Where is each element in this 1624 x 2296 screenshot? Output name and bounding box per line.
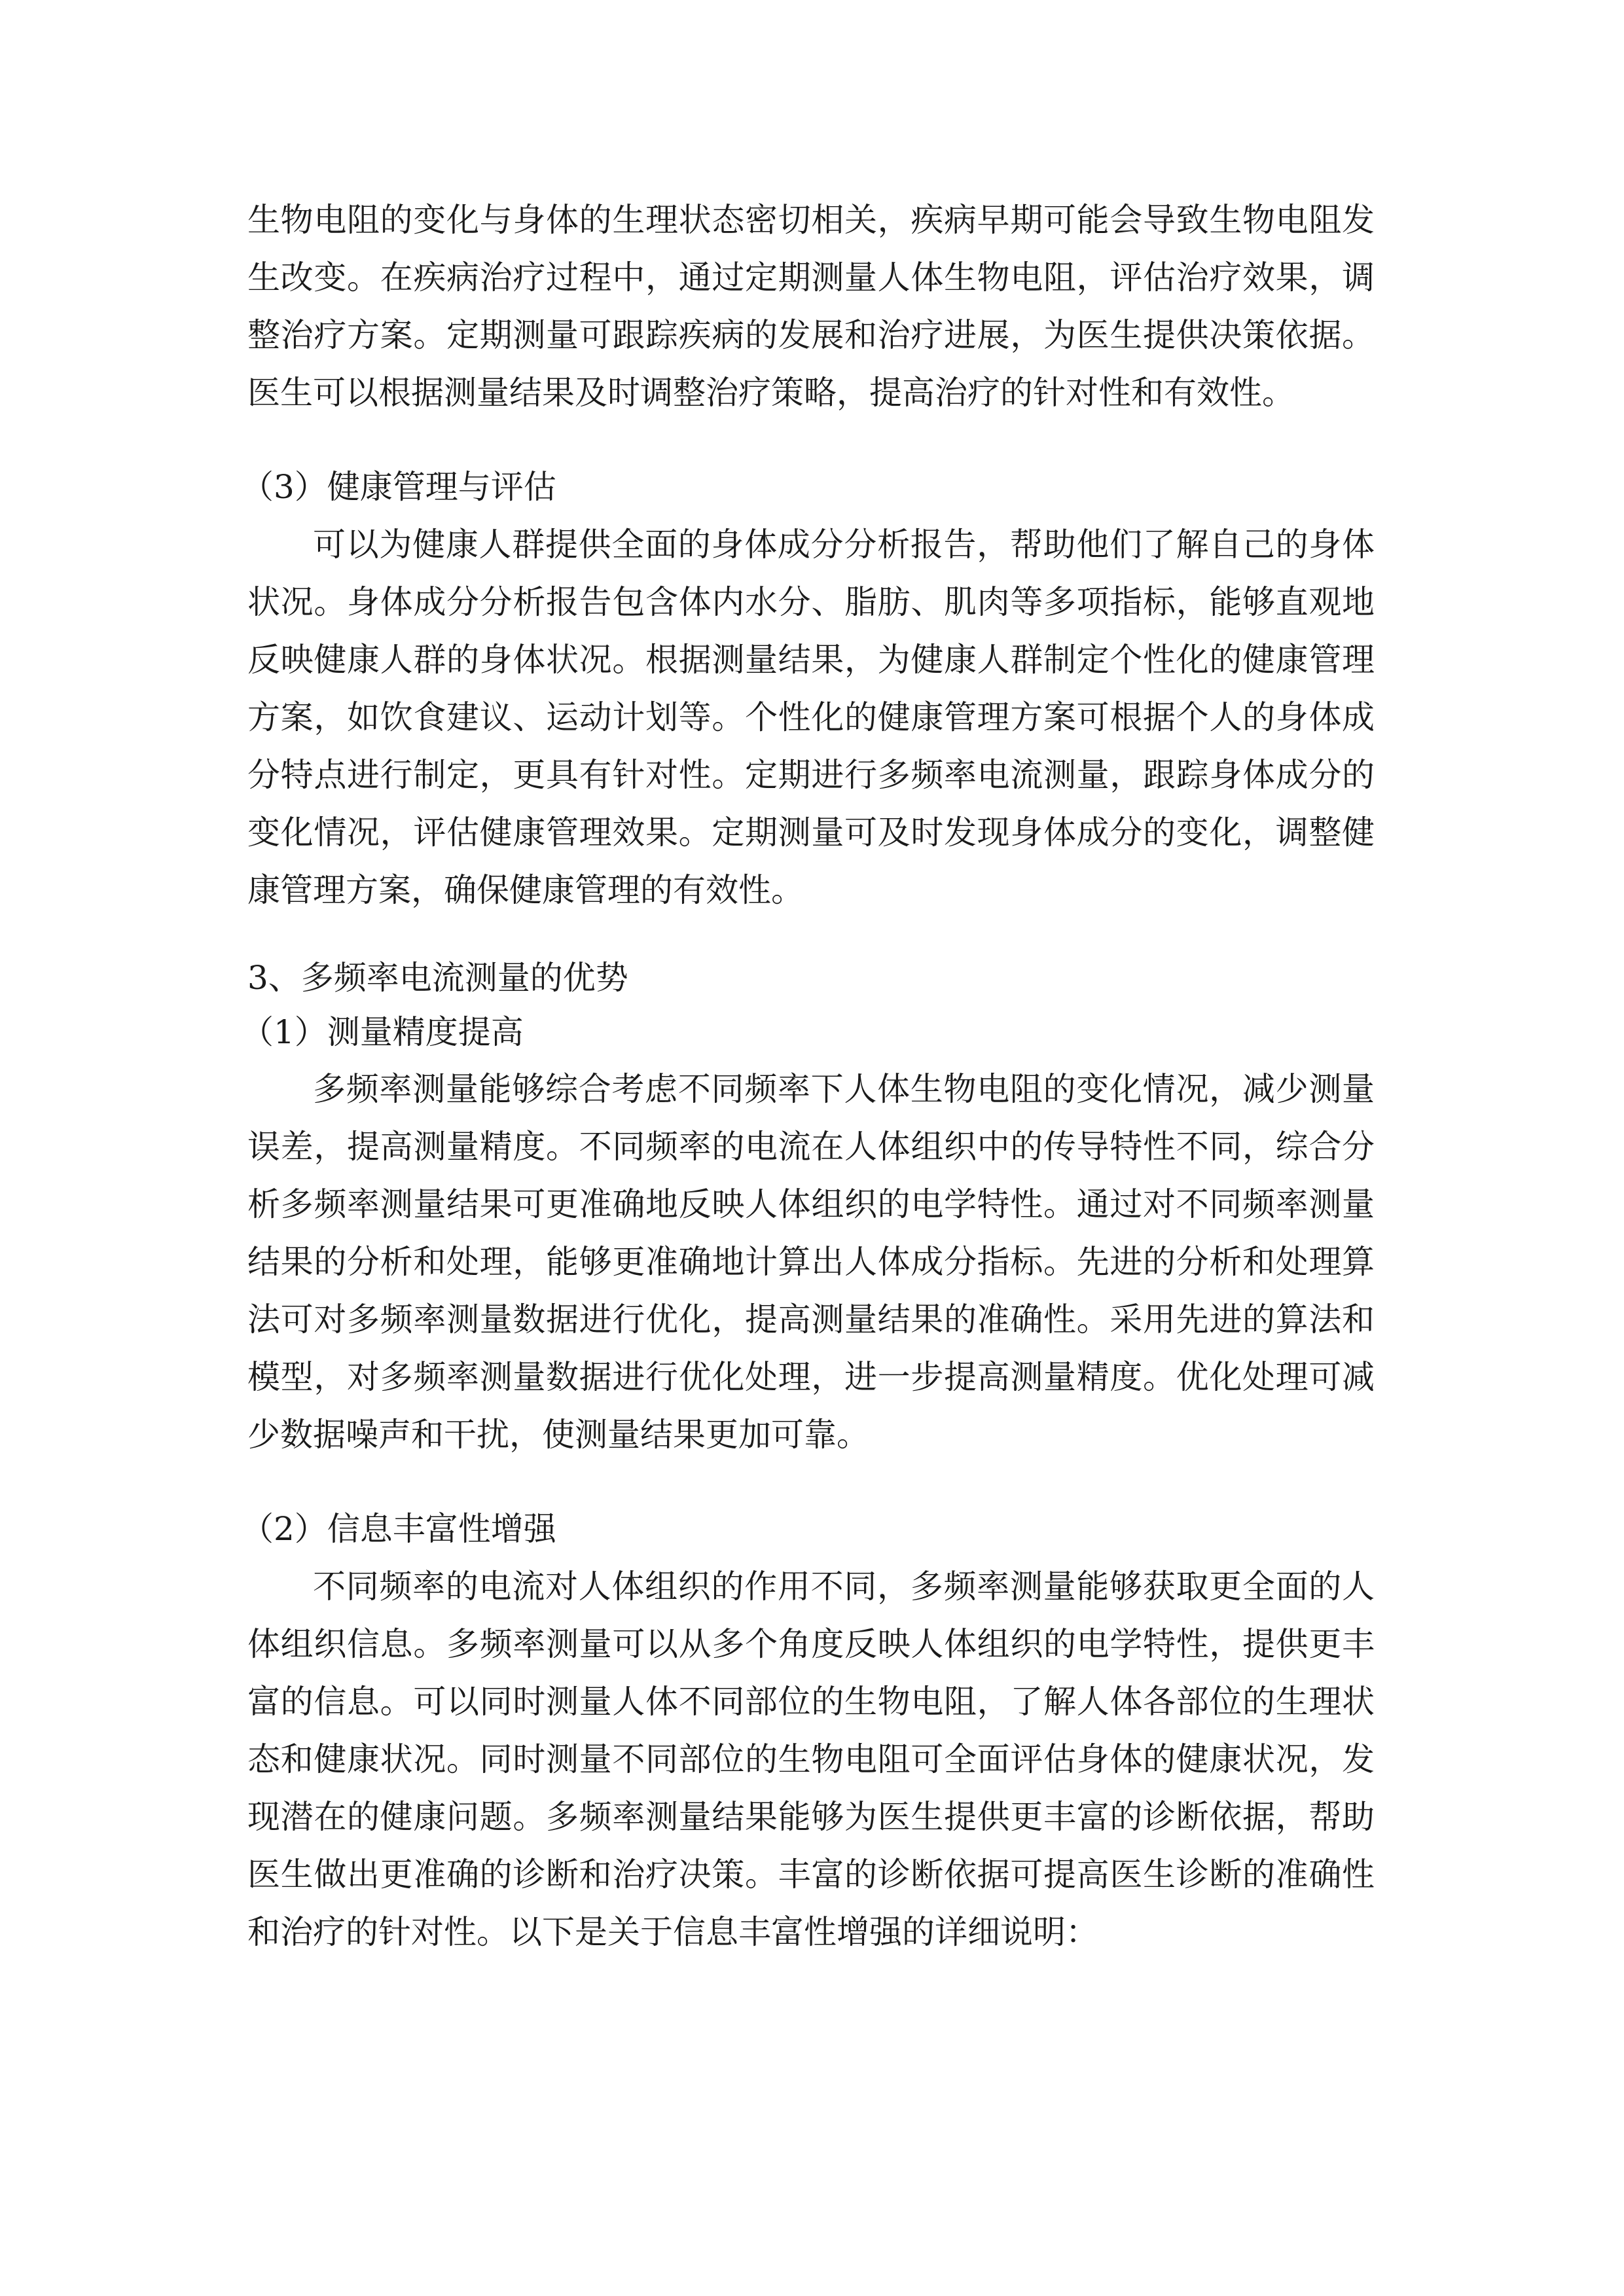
paragraph-line: 法可对多频率测量数据进行优化，提高测量结果的准确性。采用先进的算法和 — [247, 1300, 1375, 1338]
paragraph-line: 富的信息。可以同时测量人体不同部位的生物电阻，了解人体各部位的生理状 — [247, 1683, 1375, 1721]
paragraph-line: 多频率测量能够综合考虑不同频率下人体生物电阻的变化情况，减少测量 — [313, 1070, 1375, 1108]
paragraph-line: 整治疗方案。定期测量可跟踪疾病的发展和治疗进展，为医生提供决策依据。 — [247, 316, 1375, 354]
paragraph-line: 分特点进行制定，更具有针对性。定期进行多频率电流测量，跟踪身体成分的 — [247, 756, 1375, 794]
paragraph-line: 不同频率的电流对人体组织的作用不同，多频率测量能够获取更全面的人 — [313, 1568, 1375, 1605]
paragraph-line: 模型，对多频率测量数据进行优化处理，进一步提高测量精度。优化处理可减 — [247, 1358, 1375, 1396]
paragraph-line: 康管理方案，确保健康管理的有效性。 — [247, 871, 804, 909]
paragraph-line: 变化情况，评估健康管理效果。定期测量可及时发现身体成分的变化，调整健 — [247, 814, 1375, 852]
paragraph-line: 体组织信息。多频率测量可以从多个角度反映人体组织的电学特性，提供更丰 — [247, 1625, 1375, 1663]
paragraph-line: 误差，提高测量精度。不同频率的电流在人体组织中的传导特性不同，综合分 — [247, 1128, 1375, 1166]
paragraph-line: 状况。身体成分分析报告包含体内水分、脂肪、肌肉等多项指标，能够直观地 — [247, 583, 1375, 621]
paragraph-line: 医生做出更准确的诊断和治疗决策。丰富的诊断依据可提高医生诊断的准确性 — [247, 1856, 1375, 1893]
paragraph-line: 态和健康状况。同时测量不同部位的生物电阻可全面评估身体的健康状况，发 — [247, 1740, 1375, 1778]
subheading-health-management: （3）健康管理与评估 — [241, 468, 556, 506]
paragraph-line: 生物电阻的变化与身体的生理状态密切相关，疾病早期可能会导致生物电阻发 — [247, 201, 1375, 239]
paragraph-line: 反映健康人群的身体状况。根据测量结果，为健康人群制定个性化的健康管理 — [247, 641, 1375, 679]
section-heading-advantages: 3、多频率电流测量的优势 — [247, 959, 628, 997]
paragraph-line: 结果的分析和处理，能够更准确地计算出人体成分指标。先进的分析和处理算 — [247, 1243, 1375, 1281]
paragraph-line: 和治疗的针对性。以下是关于信息丰富性增强的详细说明： — [247, 1913, 1098, 1951]
paragraph-line: 现潜在的健康问题。多频率测量结果能够为医生提供更丰富的诊断依据，帮助 — [247, 1798, 1375, 1836]
paragraph-line: 生改变。在疾病治疗过程中，通过定期测量人体生物电阻，评估治疗效果，调 — [247, 259, 1375, 296]
paragraph-line: 方案，如饮食建议、运动计划等。个性化的健康管理方案可根据个人的身体成 — [247, 698, 1375, 736]
paragraph-line: 析多频率测量结果可更准确地反映人体组织的电学特性。通过对不同频率测量 — [247, 1185, 1375, 1223]
paragraph-line: 少数据噪声和干扰，使测量结果更加可靠。 — [247, 1416, 869, 1454]
subheading-information: （2）信息丰富性增强 — [241, 1510, 556, 1548]
subheading-precision: （1）测量精度提高 — [241, 1013, 524, 1051]
paragraph-line: 可以为健康人群提供全面的身体成分分析报告，帮助他们了解自己的身体 — [313, 526, 1375, 564]
paragraph-line: 医生可以根据测量结果及时调整治疗策略，提高治疗的针对性和有效性。 — [247, 374, 1295, 412]
